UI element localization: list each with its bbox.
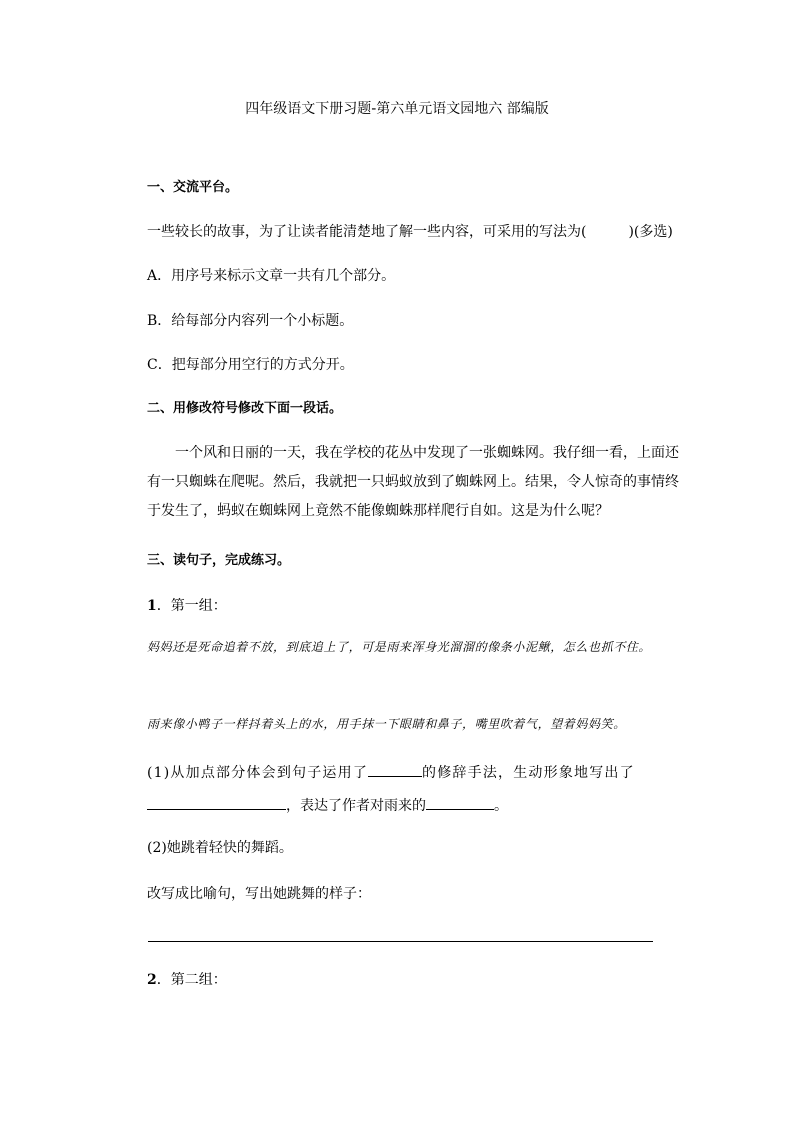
option-a: A．用序号来标示文章一共有几个部分。 xyxy=(147,268,396,284)
group1-label: ．第一组： xyxy=(156,598,227,614)
option-b: B．给每部分内容列一个小标题。 xyxy=(147,313,354,329)
quote-2: 雨来像小鸭子一样抖着头上的水，用手抹一下眼睛和鼻子，嘴里吹着气，望着妈妈笑。 xyxy=(147,717,626,731)
document-title: 四年级语文下册习题-第六单元语文园地六 部编版 xyxy=(245,101,549,117)
answer-line[interactable] xyxy=(148,941,653,942)
question-2: (2)她跳着轻快的舞蹈。 xyxy=(147,840,293,856)
question-1-part3: ，表达了作者对雨来的 xyxy=(286,798,426,814)
section1-question: 一些较长的故事，为了让读者能清楚地了解一些内容，可采用的写法为( )(多选) xyxy=(147,224,673,240)
blank-description[interactable] xyxy=(147,795,286,810)
question-2-instruction: 改写成比喻句，写出她跳舞的样子： xyxy=(147,886,371,902)
question-1-part1: (1)从加点部分体会到句子运用了 xyxy=(147,765,369,781)
question-1-line2 xyxy=(147,795,687,816)
group1-number: 1 xyxy=(147,598,157,614)
group2-label: ．第二组： xyxy=(156,972,227,988)
question-1-part2: 的修辞手法，生动形象地写出了 xyxy=(422,765,635,781)
group2-heading xyxy=(147,970,687,990)
option-c: C．把每部分用空行的方式分开。 xyxy=(147,357,354,373)
blank-feeling[interactable] xyxy=(426,795,494,810)
group2-number: 2 xyxy=(147,972,157,988)
section3-heading: 三、读句子，完成练习。 xyxy=(147,553,291,568)
quote-1: 妈妈还是死命追着不放，到底追上了，可是雨来浑身光溜溜的像条小泥鳅，怎么也抓不住。 xyxy=(147,640,652,654)
question-1-part4: 。 xyxy=(494,798,508,814)
section2-heading: 二、用修改符号修改下面一段话。 xyxy=(147,401,343,416)
group1-heading xyxy=(147,596,687,616)
question-1-line1 xyxy=(147,762,687,783)
section1-heading: 一、交流平台。 xyxy=(147,180,239,195)
blank-rhetoric[interactable] xyxy=(368,762,422,777)
section2-paragraph: 一个风和日丽的一天，我在学校的花丛中发现了一张蜘蛛网。我仔细一看，上面还有一只蜘蛛在爬呢。然后，我就把一只蚂蚁放到了蜘蛛网上。结果，令人惊奇的事情终于发生了，蚂蚁在蜘蛛网上竟然不能像蜘蛛那样爬行自如。这是为什么呢？ xyxy=(147,445,679,519)
